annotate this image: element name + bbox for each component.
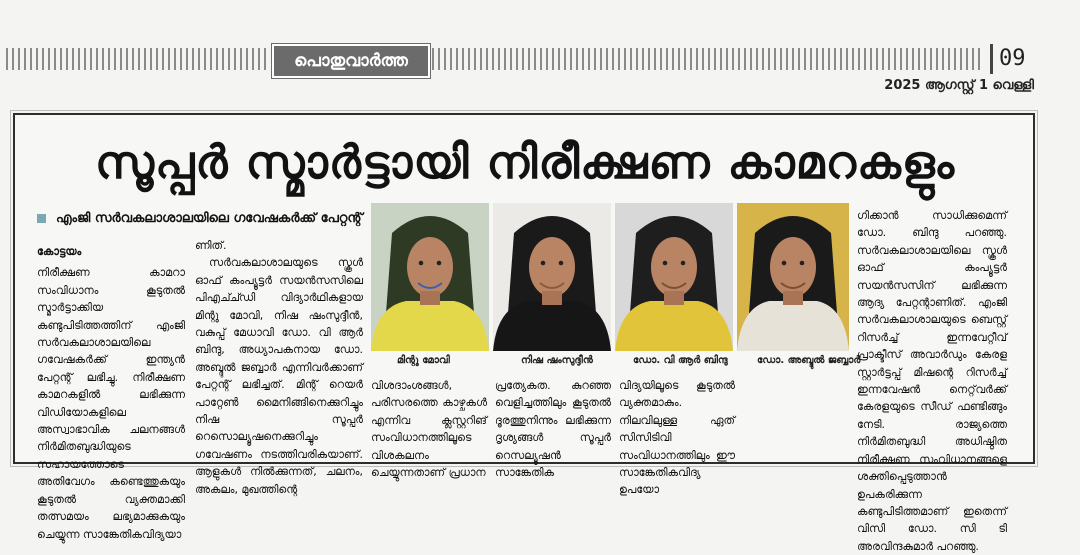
column-2-text-a: ണിത്. — [195, 239, 227, 252]
page-number: 09 — [990, 44, 1039, 74]
photo-jabbar — [737, 203, 849, 351]
issue-date: 2025 ആഗസ്റ്റ് 1 വെള്ളി — [884, 78, 1034, 93]
header-stripes-right — [432, 48, 982, 70]
neck-shape — [783, 291, 803, 305]
column-4-text: പ്രത്യേകത. കുറഞ്ഞ വെളിച്ചത്തിലും കൂടുതൽ ദൂരത്തുനിന്നും ലഭിക്കുന്ന ദൃശ്യങ്ങൾ സൂപ്പർ റെസല്യൂഷൻ സാങ്കേതിക — [495, 379, 611, 480]
article-column-3 — [371, 377, 487, 480]
photo-bindu — [615, 203, 733, 351]
article-column-2 — [195, 237, 363, 496]
man-portrait-icon — [737, 203, 849, 351]
article-column-6 — [857, 207, 1007, 553]
photo-caption-mintu: മിന്റു മോവി — [397, 355, 450, 366]
right-eye — [559, 261, 564, 266]
woman-portrait-icon — [371, 203, 489, 351]
woman-hijab-portrait-icon — [493, 203, 611, 351]
woman-glasses-portrait-icon — [615, 203, 733, 351]
article-subheadline — [37, 211, 363, 226]
subheadline-text: എംജി സർവകലാശാലയിലെ ഗവേഷകർക്ക് പേറ്റന്റ് — [56, 211, 363, 226]
neck-shape — [542, 291, 562, 305]
article-column-5 — [619, 377, 735, 497]
photo-caption-jabbar: ഡോ. അബ്ദുൽ ജബ്ബാർ — [757, 355, 861, 366]
clothing-shape — [737, 301, 849, 351]
photo-caption-nisha: നിഷ ഷംസുദ്ദീൻ — [521, 355, 593, 366]
right-eye — [681, 261, 686, 266]
article-frame — [13, 113, 1035, 553]
right-eye — [800, 261, 805, 266]
section-label: പൊതുവാർത്ത — [272, 44, 430, 78]
left-eye — [782, 261, 787, 266]
photo-caption-bindu: ഡോ. വി ആർ ബിന്ദു — [633, 355, 728, 366]
photo-nisha — [493, 203, 611, 351]
left-eye — [541, 261, 546, 266]
square-bullet-icon — [37, 214, 46, 223]
column-5-text: വിദ്യയിലൂടെ കൂടുതൽ വ്യക്തമാകും. നിലവിലുള്ള ഏത് സിസിടിവി സംവിധാനത്തിലും ഈ സാങ്കേതികവിദ്യ ഉപയോ — [619, 379, 735, 497]
photo-mintu — [371, 203, 489, 351]
header-stripes-left — [6, 48, 268, 70]
page-header — [0, 40, 1080, 80]
left-eye — [663, 261, 668, 266]
article-headline: സൂപ്പർ സ്മാർട്ടായി നിരീക്ഷണ കാമറകളും — [95, 135, 955, 189]
article-dateline: കോട്ടയം — [37, 245, 82, 258]
left-eye — [419, 261, 424, 266]
column-1-text: നിരീക്ഷണ കാമറാ സംവിധാനം കൂടുതൽ സ്മാർട്ടാക്കിയ കണ്ടുപിടിത്തത്തിന് എംജി സർവകലാശാലയിലെ ഗവേഷകർക്ക് ഇന്ത്യൻ പേറ്റന്റ് ലഭിച്ചു. നിരീക്ഷണ കാമറകളിൽ ലഭിക്കുന്ന വിഡിയോകളിലെ അസ്വാഭാവിക ചലനങ്ങൾ നിർമിതബുദ്ധിയുടെ സഹായത്തോടെ അതിവേഗം കണ്ടെത്തുകയും കൂടുതൽ വ്യക്തമാക്കി തത്സമയം ലഭ്യമാക്കുകയും ചെയ്യുന്ന സാങ്കേതികവിദ്യയാ — [37, 266, 185, 541]
column-2-text-b: സർവകലാശാലയുടെ സ്കൂൾ ഓഫ് കംപ്യൂട്ടർ സയൻസസിലെ പിഎച്ച്ഡി വിദ്യാർഥികളായ മിന്റു മോവി, നിഷ ഷംസുദ്ദീൻ, വകുപ്പ് മേധാവി ഡോ. വി ആർ ബിന്ദു, അധ്യാപകനായ ഡോ. അബ്ദുൽ ജബ്ബാർ എന്നിവർക്കാണ് പേറ്റന്റ് ലഭിച്ചത്. മിന്റ് റെയർ പാറ്റേൺ മൈനിങ്ങിനെക്കുറിച്ചും നിഷ സൂപ്പർ റെസൊല്യൂഷനെക്കുറിച്ചും ഗവേഷണം നടത്തിവരികയാണ്. ആളുകൾ നിൽക്കുന്നത്, ചലനം, അകലം, മുഖത്തിന്റെ — [195, 256, 363, 496]
column-6-text: ഗിക്കാൻ സാധിക്കുമെന്ന് ഡോ. ബിന്ദു പറഞ്ഞു. സർവകലാശാലയിലെ സ്കൂൾ ഓഫ് കംപ്യൂട്ടർ സയൻസസിന് ലഭിക്കുന്ന ആദ്യ പേറ്റന്റാണിത്. എംജി സർവകലാശാലയുടെ ബെസ്റ്റ് റിസർച്ച് ഇന്നവേറ്റീവ് പ്രാക്ടീസ് അവാർഡും കേരള സ്റ്റാർട്ടപ്പ് മിഷന്റെ റിസർച്ച് ഇന്നവേഷൻ നെറ്റ്‌വർക്ക് കേരളയുടെ സീഡ് ഫണ്ടിങ്ങും നേടി. രാജ്യത്തെ നിർമിതബുദ്ധി അധിഷ്ഠിത നിരീക്ഷണ സംവിധാനങ്ങളെ ശക്തിപ്പെടുത്താൻ ഉപകരിക്കുന്ന കണ്ടുപിടിത്തമാണ് ഇതെന്ന് വിസി ഡോ. സി ടി അരവിന്ദകുമാർ പറഞ്ഞു. — [857, 209, 1007, 553]
neck-shape — [664, 291, 684, 305]
article-column-1 — [37, 243, 185, 541]
right-eye — [437, 261, 442, 266]
article-column-4 — [495, 377, 611, 480]
neck-shape — [420, 291, 440, 305]
column-3-text: വിശദാംശങ്ങൾ, പരിസരത്തെ കാഴ്ചകൾ എന്നിവ ക്ലസ്റ്ററിങ് സംവിധാനത്തിലൂടെ വിശകലനം ചെയ്യുന്നതാണ് പ്രധാന — [371, 379, 487, 480]
